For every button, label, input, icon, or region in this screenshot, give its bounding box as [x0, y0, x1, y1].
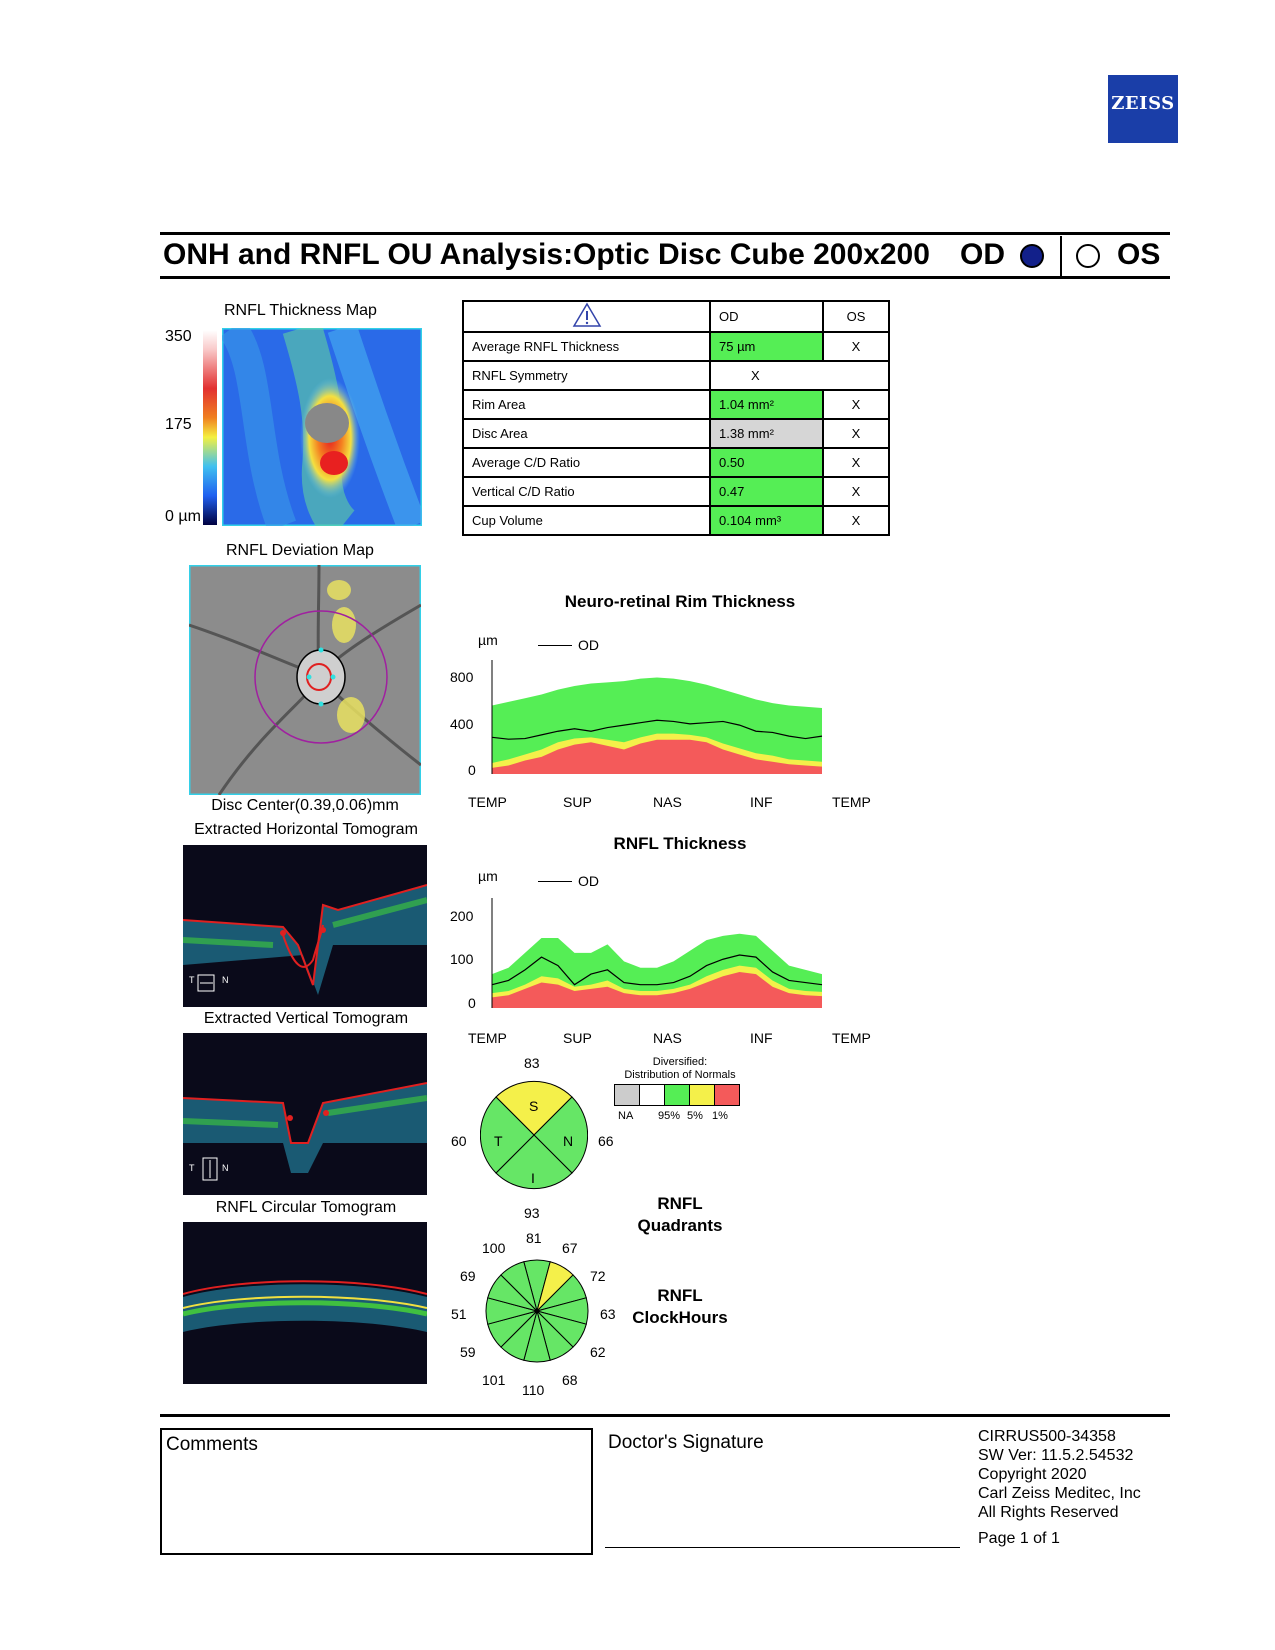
quadrants-title-2: Quadrants	[637, 1216, 723, 1235]
row-od-value: 0.47	[710, 477, 823, 506]
signature-line[interactable]	[605, 1547, 960, 1548]
rim-ytick-800: 800	[450, 669, 474, 685]
normals-swatch-green	[664, 1084, 690, 1106]
rnfl-ytick-0: 0	[468, 995, 476, 1011]
h-marker-t: T	[189, 975, 195, 985]
rights: All Rights Reserved	[978, 1504, 1119, 1521]
header-bottom-rule	[160, 276, 1170, 279]
row-label: Disc Area	[463, 419, 710, 448]
vertical-tomogram-title: Extracted Vertical Tomogram	[203, 1010, 409, 1027]
thickness-color-scale	[203, 330, 217, 525]
copyright: Copyright 2020	[978, 1466, 1087, 1483]
thickness-map-image	[222, 328, 422, 526]
comments-label: Comments	[166, 1434, 258, 1455]
rnfl-ytick-200: 200	[450, 908, 474, 924]
scale-max: 350	[165, 328, 192, 345]
row-od-value: 1.04 mm²	[710, 390, 823, 419]
rnfl-xtick: NAS	[653, 1030, 682, 1046]
rnfl-xtick: TEMP	[832, 1030, 871, 1046]
table-row	[463, 390, 889, 419]
rim-chart-title: Neuro-retinal Rim Thickness	[564, 592, 796, 611]
rnfl-chart-title: RNFL Thickness	[613, 834, 747, 853]
table-row	[463, 419, 889, 448]
clock-value-1: 67	[562, 1240, 578, 1256]
rnfl-unit: µm	[478, 868, 498, 884]
disc-center-label: Disc Center(0.39,0.06)mm	[211, 797, 399, 814]
rnfl-legend-line	[538, 881, 572, 882]
clock-value-5: 68	[562, 1372, 578, 1388]
os-indicator	[1076, 244, 1100, 268]
thickness-map-title: RNFL Thickness Map	[224, 302, 377, 319]
row-os-value: X	[823, 390, 889, 419]
clock-value-12: 81	[526, 1230, 542, 1246]
normals-swatch-red	[714, 1084, 740, 1106]
horizontal-tomogram-title: Extracted Horizontal Tomogram	[194, 821, 418, 838]
rim-xtick: TEMP	[832, 794, 871, 810]
v-marker-n: N	[222, 1163, 229, 1173]
row-od-value: X	[710, 361, 889, 390]
quadrant-value-bottom: 93	[524, 1205, 540, 1221]
circular-tomogram-image	[183, 1222, 427, 1384]
row-label: Average RNFL Thickness	[463, 332, 710, 361]
deviation-map-title: RNFL Deviation Map	[226, 542, 374, 559]
rim-xtick: NAS	[653, 794, 682, 810]
circular-tomogram-title: RNFL Circular Tomogram	[215, 1199, 397, 1216]
row-od-value: 0.50	[710, 448, 823, 477]
clock-value-3: 63	[600, 1306, 616, 1322]
rim-xtick: INF	[750, 794, 773, 810]
rim-legend-label: OD	[578, 637, 599, 653]
clockhours-title-1: RNFL	[657, 1286, 703, 1305]
normals-label-95: 95%	[658, 1110, 681, 1122]
normals-label-1: 1%	[712, 1110, 728, 1122]
header-top-rule	[160, 232, 1170, 235]
rim-legend-line	[538, 645, 572, 646]
clock-value-2: 72	[590, 1268, 606, 1284]
v-marker-t: T	[189, 1163, 195, 1173]
page-number: Page 1 of 1	[978, 1530, 1060, 1547]
clock-value-9: 51	[451, 1306, 467, 1322]
row-label: Rim Area	[463, 390, 710, 419]
device-id: CIRRUS500-34358	[978, 1428, 1116, 1445]
clock-value-11: 100	[482, 1240, 506, 1256]
rnfl-chart-plot	[488, 898, 858, 1010]
quadrant-value-right: 66	[598, 1133, 614, 1149]
normals-title-1: Diversified:	[652, 1056, 708, 1068]
scale-min: 0 µm	[165, 508, 201, 525]
rnfl-xtick: TEMP	[468, 1030, 507, 1046]
h-marker-n: N	[222, 975, 229, 985]
normals-label-5: 5%	[687, 1110, 703, 1122]
quadrant-label-n: N	[563, 1133, 574, 1149]
warning-icon	[463, 301, 710, 332]
row-os-value: X	[823, 419, 889, 448]
clockhours-title-2: ClockHours	[632, 1308, 728, 1327]
scale-mid: 175	[165, 416, 192, 433]
rnfl-xtick: SUP	[563, 1030, 592, 1046]
od-selected-indicator	[1020, 244, 1044, 268]
zeiss-logo: ZEISS	[1108, 75, 1178, 143]
clock-center	[535, 1309, 540, 1314]
parameters-table	[462, 300, 890, 536]
normals-swatch-white	[639, 1084, 665, 1106]
vertical-tomogram-image	[183, 1033, 427, 1195]
rnfl-xtick: INF	[750, 1030, 773, 1046]
eye-separator	[1060, 236, 1062, 278]
rnfl-ytick-100: 100	[450, 951, 474, 967]
table-row	[463, 506, 889, 535]
row-label: RNFL Symmetry	[463, 361, 710, 390]
horizontal-tomogram-image	[183, 845, 427, 1007]
rim-xtick: TEMP	[468, 794, 507, 810]
quadrant-value-top: 83	[524, 1055, 540, 1071]
row-os-value: X	[823, 506, 889, 535]
row-od-value: 75 µm	[710, 332, 823, 361]
row-label: Average C/D Ratio	[463, 448, 710, 477]
quadrants-title-1: RNFL	[657, 1194, 703, 1213]
clock-value-6: 110	[522, 1382, 545, 1398]
table-row	[463, 477, 889, 506]
normals-title-2: Distribution of Normals	[624, 1069, 736, 1081]
quadrant-label-i: I	[531, 1170, 535, 1186]
signature-label: Doctor's Signature	[608, 1432, 764, 1453]
od-label: OD	[960, 238, 1005, 271]
rim-unit: µm	[478, 632, 498, 648]
page-title: ONH and RNFL OU Analysis:Optic Disc Cube 200x200	[163, 238, 930, 271]
quadrant-value-left: 60	[451, 1133, 467, 1149]
table-row	[463, 332, 889, 361]
row-os-value: X	[823, 477, 889, 506]
quadrant-label-s: S	[529, 1098, 539, 1114]
normals-swatch-yellow	[689, 1084, 715, 1106]
rim-xtick: SUP	[563, 794, 592, 810]
row-label: Vertical C/D Ratio	[463, 477, 710, 506]
row-os-value: X	[823, 448, 889, 477]
rim-chart-plot	[488, 660, 858, 776]
rnfl-legend-label: OD	[578, 873, 599, 889]
normals-label-na: NA	[618, 1110, 634, 1122]
row-od-value: 1.38 mm²	[710, 419, 823, 448]
clock-value-4: 62	[590, 1344, 606, 1360]
table-row	[463, 448, 889, 477]
header-od: OD	[710, 301, 823, 332]
company: Carl Zeiss Meditec, Inc	[978, 1485, 1141, 1502]
clock-value-8: 59	[460, 1344, 476, 1360]
header-os: OS	[823, 301, 889, 332]
clockhours-chart	[484, 1258, 590, 1364]
table-header-row	[463, 301, 889, 332]
row-label: Cup Volume	[463, 506, 710, 535]
rim-ytick-400: 400	[450, 716, 474, 732]
row-od-value: 0.104 mm³	[710, 506, 823, 535]
normals-swatch-na	[614, 1084, 640, 1106]
table-row	[463, 361, 889, 390]
sw-version: SW Ver: 11.5.2.54532	[978, 1447, 1134, 1464]
rim-ytick-0: 0	[468, 762, 476, 778]
row-os-value: X	[823, 332, 889, 361]
clock-value-7: 101	[482, 1372, 506, 1388]
deviation-map-image	[189, 565, 421, 795]
quadrant-label-t: T	[494, 1133, 503, 1149]
footer-rule	[160, 1414, 1170, 1417]
os-label: OS	[1117, 238, 1161, 271]
clock-value-10: 69	[460, 1268, 476, 1284]
